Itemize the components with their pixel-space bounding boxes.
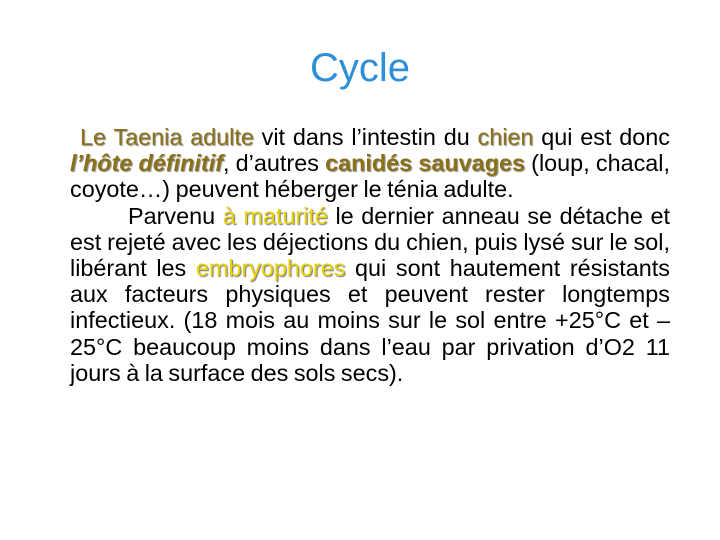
term-embryophores: embryophores bbox=[195, 255, 346, 282]
text-run: qui sont hautement résistants aux facteurs physiques et peuvent rester longtemps infectieux. (18 mois au moins sur le sol entre +25°C et – 25°C beaucoup moins dans l’eau par privation d’O2 11 jours à la surface des sols secs). bbox=[70, 255, 670, 386]
slide-title: Cycle bbox=[309, 46, 411, 90]
text-run: le dernier anneau se détache et est rejeté avec les déjections du chien, puis lysé sur le sol, libérant les bbox=[70, 202, 670, 282]
text-run: qui est donc bbox=[533, 124, 670, 150]
paragraph-1 bbox=[70, 124, 670, 203]
text-run: , d’autres bbox=[223, 150, 326, 177]
text-run: (loup, chacal, coyote…) peuvent héberger le ténia adulte. bbox=[70, 150, 670, 203]
term-canides-sauvages: canidés sauvages bbox=[325, 150, 525, 177]
text-run: vit dans l’intestin du bbox=[253, 124, 478, 150]
paragraph-2 bbox=[70, 203, 670, 386]
term-hote-definitif: l’hôte définitif bbox=[70, 150, 223, 177]
slide-body bbox=[70, 124, 670, 386]
term-taenia-adulte: Le Taenia adulte bbox=[80, 124, 254, 150]
term-a-maturite: à maturité bbox=[222, 202, 328, 229]
term-chien: chien bbox=[477, 124, 534, 150]
text-run: Parvenu bbox=[128, 202, 223, 229]
